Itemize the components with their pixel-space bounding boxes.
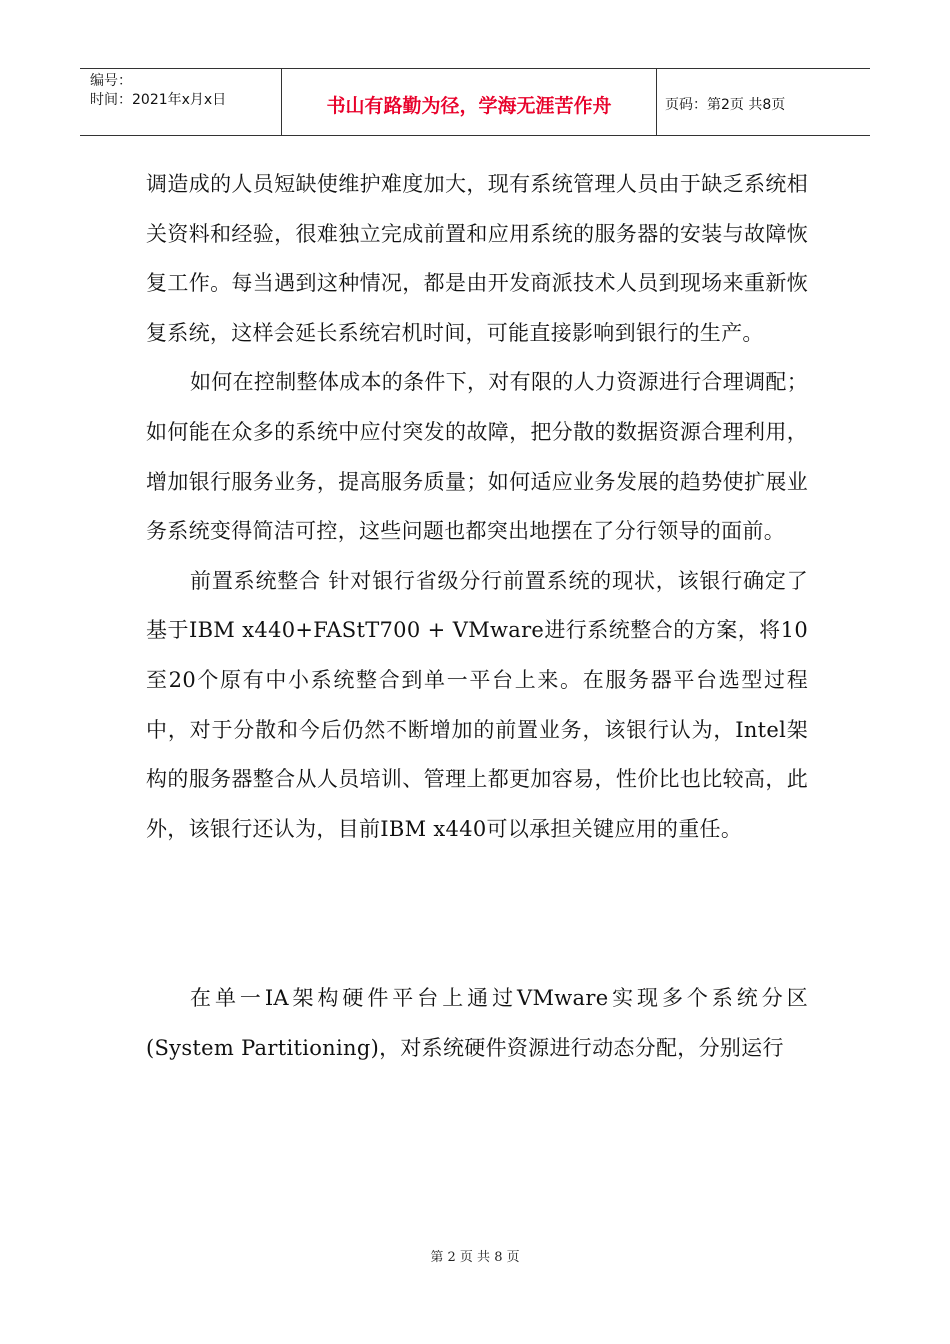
document-body — [146, 160, 808, 1074]
blank-space — [146, 854, 808, 974]
paragraph-4: 在单一IA架构硬件平台上通过VMware实现多个系统分区(System Partitioning)，对系统硬件资源进行动态分配，分别运行 — [146, 986, 808, 1060]
header-motto: 书山有路勤为径，学海无涯苦作舟 — [282, 69, 657, 135]
paragraph-1: 调造成的人员短缺使维护难度加大，现有系统管理人员由于缺乏系统相关资料和经验，很难独立完成前置和应用系统的服务器的安装与故障恢复工作。每当遇到这种情况，都是由开发商派技术人员到现场来重新恢复系统，这样会延长系统宕机时间，可能直接影响到银行的生产。 — [146, 172, 808, 345]
header-meta — [80, 69, 282, 135]
header-page-info: 页码：第2页 共8页 — [665, 97, 786, 113]
document-time-label: 时间：2021年x月x日 — [90, 92, 227, 108]
page-header — [80, 68, 870, 136]
paragraph-2: 如何在控制整体成本的条件下，对有限的人力资源进行合理调配；如何能在众多的系统中应付突发的故障，把分散的数据资源合理利用，增加银行服务业务，提高服务质量；如何适应业务发展的趋势使扩展业务系统变得简洁可控，这些问题也都突出地摆在了分行领导的面前。 — [146, 370, 808, 544]
document-number-label: 编号： — [90, 73, 132, 89]
page-footer: 第 2 页 共 8 页 — [430, 1250, 520, 1265]
paragraph-3: 前置系统整合 针对银行省级分行前置系统的现状，该银行确定了基于IBM x440+FAStT700 + VMware进行系统整合的方案，将10至20个原有中小系统整合到单一平台上来。在服务器平台选型过程中，对于分散和今后仍然不断增加的前置业务，该银行认为，Intel架构的服务器整合从人员培训、管理上都更加容易，性价比也比较高，此外，该银行还认为，目前IBM x440可以承担关键应用的重任。 — [146, 568, 808, 841]
